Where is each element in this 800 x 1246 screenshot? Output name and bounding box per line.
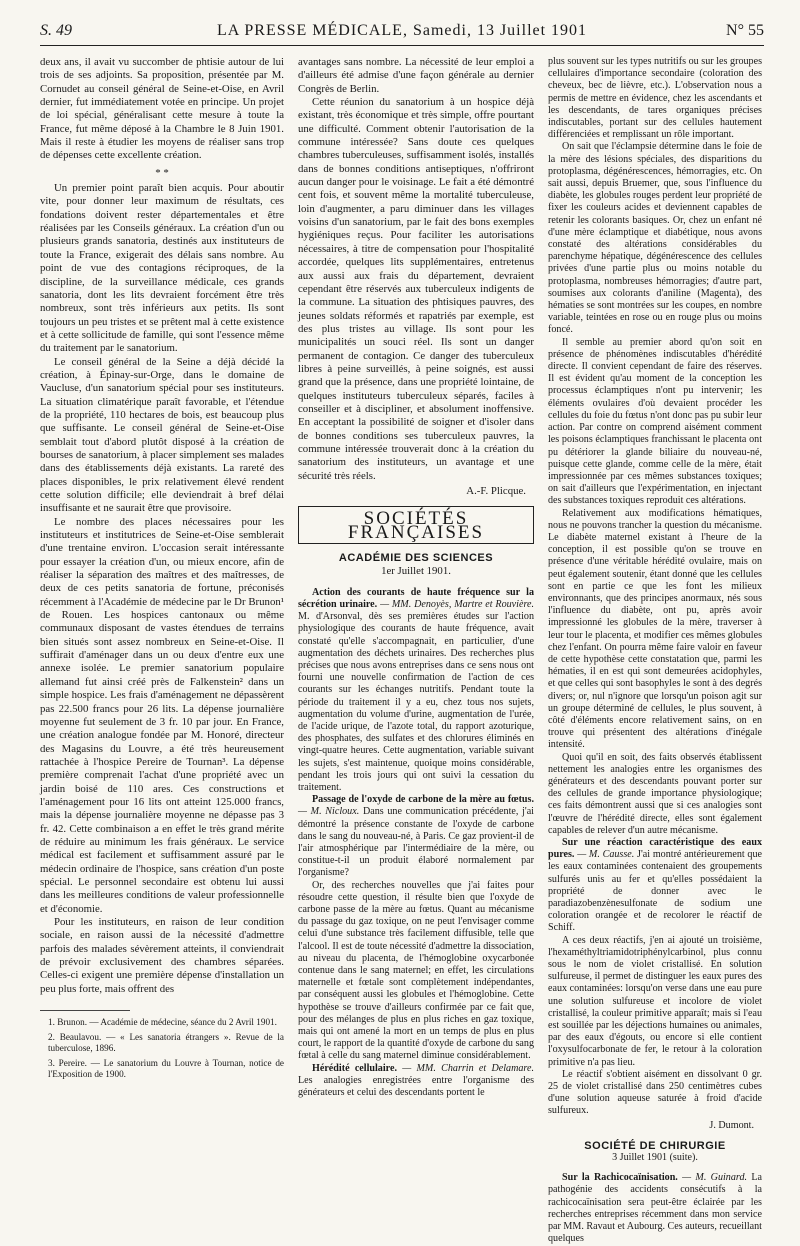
column-3 xyxy=(548,56,762,1245)
page-label: S. 49 xyxy=(40,22,72,39)
article-authors: — M. Causse. xyxy=(577,849,635,861)
paragraph: avantages sans nombre. La nécessité de leur emploi a d'ailleurs été admise d'une façon générale au dernier Congrès de Berlin. xyxy=(298,56,534,95)
article xyxy=(298,587,534,794)
paragraph: Cette réunion du sanatorium à un hospice déjà existant, très économique et très simple, offre pourtant une difficulté. Comment obtenir l'autorisation de la commune intéressée? Sans doute ces quelques chambres tuberculeuses, suffisamment isolés, installés dans de bonnes conditions antiseptiques, n'offriront aucun danger pour le voisinage. Le fait a été démontré cent fois, et souvent même la mortalité tuberculeuse, loin d'augmenter, a paru diminuer dans les villages voisins d'un sanatorium, par le fait des bons exemples hygiéniques reçus. Pour faciliter les autorisations nécessaires, à titre de compensation pour l'hospitalité accordée, quelques lits supplémentaires, entretenus aux aussi aux frais du département, devraient cependant être réservés aux tuberculeux indigents de la commune. La situation des phtisiques pauvres, des jeunes soldats réformés et rapatriés par exemple, est des plus tristes au village. Ils sont pour les municipalités un souci réel. Ils sont un danger permanent de contagion. Ce danger des tuberculeux libres à peine surveillés, à peine soignés, est aussi grand que la présence, dans une propriété lointaine, de quelques instituteurs tuberculeux séparés, faciles à conseiller et à discipliner, et absolument inoffensive. En acceptant la possibilité de soigner et d'isoler dans de bonnes conditions ses tuberculeux pauvres, la commune intéressée trouverait donc à la création du sanatorium des instituteurs, un avantage et une sécurité très réels. xyxy=(298,96,534,482)
footnote-rule xyxy=(40,1010,130,1011)
section-divider: * * xyxy=(155,166,169,179)
paragraph: A ces deux réactifs, j'en ai ajouté un troisième, l'hexaméthyltriamidotriphénylcarbinol, plus connu sous le nom de violet cristallisé. En solution sulfureuse, il permet de distinguer les eaux pures des eaux contaminées: lorsqu'on verse dans une eau pure une solution sulfureuse et incolore de violet cristallisé, la couleur primitive apparaît; mais si l'eau est souillée par les déjections humaines ou animales, par des eaux d'égouts, ou encore si elle contient l'oxysulfocarbonate de fer, le retour à la coloration primitive n'a pas lieu. xyxy=(548,934,762,1068)
footnote: 3. Pereire. — Le sanatorium du Louvre à Tournan, notice de l'Exposition de 1900. xyxy=(48,1057,284,1080)
article-text: La pathogénie des accidents consécutifs à la rachicocaïnisation sera peut-être éclairée par les recherches entreprises récemment dans mon service par MM. Ravaut et Aubourg. Ces auteurs, recueillant quelques xyxy=(548,1172,762,1245)
issue-number: N° 55 xyxy=(726,22,764,39)
article xyxy=(298,794,534,879)
article-title: Sur la Rachicocaïnisation. xyxy=(562,1172,678,1184)
section-title: SOCIÉTÉS FRANÇAISES xyxy=(298,506,534,544)
paragraph: Relativement aux modifications hématiques, nous ne pouvons trancher la question du mécanisme. Le diabète maternel existant à l'heure de la conception, il est possible qu'on se trouve en présence d'une véritable hérédité ovulaire, mais on peut également soutenir, étant donné que les cellules sont en partie ce que les font les milieux environnants, que des principes anormaux, nés sous l'influence du diabète, ont pu, après avoir impressionné les globules de la mère, traverser à leur tour le placenta, et modifier ces mêmes globules chez l'enfant. On pourra même faire valoir en faveur de cette hypothèse cette constatation que, parmi les hématies, il en est qui sont demeurées acidophyles, et que celles qui sont basophyles le sont à des degrés divers; or, nul n'ignore que lorsqu'un poison agit sur un groupe déterminé de cellules, le plus souvent, à côté d'éléments encore relativement sains, on en trouve qui présentent des altérations d'inégale intensité. xyxy=(548,507,762,751)
article-authors: — MM. Charrin et Delamare. xyxy=(402,1062,534,1074)
paragraph: Or, des recherches nouvelles que j'ai faites pour résoudre cette question, il résulte bien que l'oxyde de carbone passe de la mère au fœtus. Quant au mécanisme du passage du gaz toxique, on ne peut l'envisager comme celui d'une substance très facilement diffusible, telle que l'alcool. Il est de toute nécessité d'admettre la dissociation, au niveau du placenta, de l'hémoglobine oxycarbonée contenue dans le sang maternel; en effet, les circulations maternelle et fœtale sont complètement indépendantes, par conséquent aussi les globules et l'hémoglobine. Cette hypothèse se trouve d'ailleurs confirmée par ce fait que, pour des mélanges de plus en plus riches en gaz toxique, mais qui ont amené la mort en un temps de plus en plus court, le rapport de la quantité d'oxyde de carbone du sang fœtal à celle du sang maternel diminue considérablement. xyxy=(298,879,534,1062)
article-text: J'ai montré antérieurement que les eaux contaminées contenaient des groupements sulfurés unis au fer et qu'elles possédaient la propriété de donner avec le paradiazobenzènesulfonate de sodium une coloration orangée et de recolorer le réactif de Schiff. xyxy=(548,849,762,934)
article-title: Action des courants de haute fréquence sur la sécrétion urinaire. xyxy=(298,586,534,610)
paragraph: On sait que l'éclampsie détermine dans le foie de la mère des lésions spéciales, des disparitions du protoplasma, dégénérescences, hémorragies, etc. On sait aussi, depuis Bruemer, que, sous l'influence du diabète, les globules rouges perdent leur propriété de fixer les couleurs acides et deviennent capables de retenir les colorants basiques. Or, chez un enfant né d'une mère éclamptique et diabétique, nous avons constaté des altérations considérables du parenchyme hépatique, dégénérescence des cellules privées d'une partie plus ou moins notable du protoplasma, nombreuses hémorragies; d'autre part, soumises aux colorants d'aniline (Magenta), des hématies se sont montrées sur les coupes, en nombre variable, teintées en rose ou en rouge plus ou moins foncé. xyxy=(548,141,762,336)
paragraph: Pour les instituteurs, en raison de leur condition sociale, en raison aussi de la nécessité d'admettre parfois des malades sévèrement atteints, il conviendrait de prévoir exclusivement des chambres séparées. Celles-ci exigent une première dépense d'installation un peu plus forte, mais offrent des xyxy=(40,916,284,995)
article-authors: — MM. Denoyès, Martre et Rouvière. xyxy=(380,598,534,610)
session-date: 1er Juillet 1901. xyxy=(381,565,451,578)
publication-title: LA PRESSE MÉDICALE, Samedi, 13 Juillet 1901 xyxy=(216,22,588,39)
column-2 xyxy=(298,56,534,1118)
session-date: 3 Juillet 1901 (suite). xyxy=(612,1152,698,1164)
article-text: Les analogies enregistrées entre l'organisme des générateurs et celui des descendants portent le xyxy=(298,1074,534,1099)
author-signature: A.-F. Plicque. xyxy=(466,485,526,497)
page-header xyxy=(40,18,764,44)
footnote: 2. Beaulavou. — « Les sanatoria étrangers ». Revue de la tuberculose, 1896. xyxy=(48,1031,284,1054)
article-title: Hérédité cellulaire. xyxy=(312,1062,397,1074)
society-heading: SOCIÉTÉ DE CHIRURGIE xyxy=(584,1139,726,1152)
article xyxy=(548,837,762,935)
header-rule xyxy=(40,45,764,46)
paragraph: Il semble au premier abord qu'on soit en présence de phénomènes indiscutables d'hérédité directe. Il convient cependant de faire des réserves. Il est évident qu'au moment de la conception les processus éclamptiques n'ont pu intervenir; les éléments ovulaires d'où devaient procéder les cellules du foie du fœtus n'ont donc pas pu subir leur action. Par contre on comprend aisément comment les poisons éclamptiques franchissant le placenta ont pu détériorer la glande biliaire du nouveau-né, puisque cette glande, comme celle de la mère, était impressionnée par ces mêmes substances toxiques; on sait d'ailleurs que l'expérimentation, en injectant des substances toxiques reproduit ces altérations. xyxy=(548,336,762,507)
column-1 xyxy=(40,56,284,1118)
paragraph: Le conseil général de la Seine a déjà décidé la création, à Épinay-sur-Orge, dans le domaine de Vaucluse, d'un sanatorium spécial pour ses instituteurs. La situation climatérique paraît favorable, et l'étendue de la propriété, 110 hectares de bois, est beaucoup plus que suffisante. Le conseil général de Seine-et-Oise semblait tout d'abord plutôt disposé à la création de bourses de sanatorium, à placer simplement ses malades dans des établissements déjà existants. La rareté des places disponibles, le prix relativement élevé rendent cette solution difficile; elle deviendrait à bref délai insuffisante et ne saurait être que provisoire. xyxy=(40,355,284,515)
society-heading: ACADÉMIE DES SCIENCES xyxy=(338,552,494,565)
paragraph: deux ans, il avait vu succomber de phtisie autour de lui trois de ses adjoints. Sa proposition, présentée par M. Cornudet au conseil général de Seine-et-Oise, en Avril dernier, fut immédiatement votée en principe. Un projet de loi spécial, généralisant cette mesure à toute la France, fut même déposé à la Chambre le 8 Juin 1901. Mais il reste à étudier les moyens de réaliser sans trop de dépenses cette excellente création. xyxy=(40,56,284,162)
footnote: 1. Brunon. — Académie de médecine, séance du 2 Avril 1901. xyxy=(48,1017,277,1028)
article xyxy=(298,1063,534,1100)
article-title: Passage de l'oxyde de carbone de la mère au fœtus. xyxy=(312,794,534,806)
article-text: Dans une communication précédente, j'ai démontré la présence constante de l'oxyde de carbone dans le sang du nouveau-né, à Paris. Ce gaz provient-il de l'air atmosphérique par l'intermédiaire de la mère, ou constitue-t-il un produit élaboré normalement par l'organisme? xyxy=(298,806,534,879)
article-text: M. d'Arsonval, dès ses premières études sur l'action physiologique des courants de haute fréquence, avait constaté qu'elle s'accompagnait, en particulier, d'une augmentation des déchets urinaires. Des recherches plus précises que nous avons entreprises dans ce sens nous ont fourni une nouvelle confirmation de l'action de ces courants sur les échanges nutritifs. Pendant toute la période du traitement il y a eu, chez tous nos sujets, augmentation du volume d'urine, augmentation de l'urée, de l'acide urique, de l'azote total, du rapport azoturique, des phosphates, des sulfates et des chlorures éliminés en vingt-quatre heures. Cette augmentation, variable suivant les sujets, s'est maintenue, quoique moins considérable, pendant les trois jours qui ont suivi la cessation du traitement. xyxy=(298,611,534,793)
paragraph: Le réactif s'obtient aisément en dissolvant 0 gr. 25 de violet cristallisé dans 250 centimètres cubes d'une solution aqueuse saturée à froid d'acide sulfureux. xyxy=(548,1068,762,1117)
paragraph: Le nombre des places nécessaires pour les instituteurs et institutrices de Seine-et-Oise semblerait d'une trentaine environ. L'occasion serait intéressante pour essayer la création d'un, ou mieux encore, afin de réaliser la séparation des maîtres et des maîtresses, de deux de ces petits sanatoria de fortune, préconisés récemment à l'Académie de médecine par le Dr Brunon¹ de Rouen. Les hospices cantonaux ou même communaux disposant de vastes étendues de terrains bien situés sont assez nombreux en Seine-et-Oise. Il suffirait d'aménager dans un ou deux d'entre eux une annexe isolée. Le premier sanatorium populaire allemand fut ainsi créé près de Falkenstein² dans un simple hospice. Les frais d'aménagement ne dépassèrent pas 22.500 francs pour 26 lits. La dépense journalière moyenne fut seulement de 3 fr. 10 par jour. En France, une création analogue fondée par M. Honoré, directeur des Magasins du Louvre, a été très heureusement rattachée à l'hospice Pereire de Tournan³. La dépense première comprenait l'achat d'une propriété avec un jardin boisé de 110 ares. Ces constructions et l'aménagement pour 16 lits ont atteint 125.000 francs, mais la dépense journalière moyenne ne dépasse pas 3 fr. 42. Cette combinaison a en effet le très grand mérite de réduire au minimum les frais généraux. Le service médical est facilement et suffisamment assuré par le médecin ordinaire de l'hospice, sans création d'un poste spécial. Le personnel secondaire est obtenu lui aussi dans les meilleures conditions de valeur professionnelle et d'économie. xyxy=(40,515,284,915)
article-title: Sur une réaction caractéristique des eaux pures. xyxy=(548,837,762,861)
paragraph: Quoi qu'il en soit, des faits observés établissent nettement les analogies entre les organismes des générateurs et des descendants pouvant porter sur des cellules de grande importance physiologique; ces faits démontrent aussi que si ces analogies sont l'œuvre de l'hérédité directe, elles sont également capables de relever d'un autre mécanisme. xyxy=(548,751,762,836)
paragraph: plus souvent sur les types nutritifs ou sur les groupes cellulaires d'importance secondaire (coloration des cheveux, bec de lièvre, etc.). L'observation nous a permis de mettre en évidence, chez les ascendants et les descendants, de tares organiques précises indiscutables, portant sur des cellules hautement différenciées et remplissant un rôle important. xyxy=(548,56,762,141)
author-signature: J. Dumont. xyxy=(709,1119,754,1131)
paragraph: Un premier point paraît bien acquis. Pour aboutir vite, pour donner leur maximum de résultats, ces fondations doivent rester départementales et être réalisées par les Conseils généraux. La création d'un ou plusieurs grands sanatoria, destinés aux instituteurs de toute la France, exigerait des délais sans nombre. Au point de vue des contagions réciproques, de la discipline, de la surveillance médicale, ces grands sanatoria, dont les lits devraient forcément être très nombreux, sont très inférieurs aux petits. Ils sont toujours un peu tristes et se prêtent mal à cette existence et à cette sollicitude de famille, qui sont l'essence même du traitement par le sanatorium. xyxy=(40,182,284,355)
article xyxy=(548,1172,762,1245)
article-authors: — M. Nicloux. xyxy=(298,806,360,818)
article-authors: — M. Guinard. xyxy=(682,1172,748,1184)
